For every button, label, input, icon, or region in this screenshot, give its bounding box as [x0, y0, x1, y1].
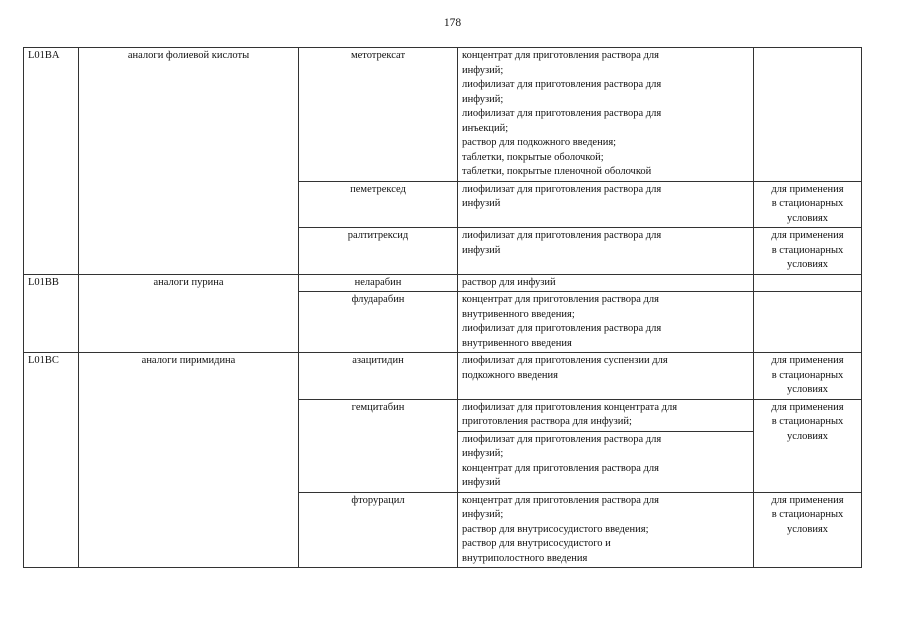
usage-note-line: для применения	[771, 355, 844, 366]
dosage-forms	[458, 48, 754, 182]
dosage-forms	[458, 399, 754, 431]
dosage-form-line: инъекций;	[462, 122, 509, 134]
dosage-forms	[458, 274, 754, 292]
dosage-form-line: таблетки, покрытые пленочной оболочкой	[462, 166, 652, 177]
dosage-form-line: инфузий;	[462, 509, 504, 520]
dosage-forms	[458, 353, 754, 400]
drug-table	[23, 47, 862, 568]
usage-note-line: для применения	[771, 401, 844, 413]
table-row	[24, 48, 862, 182]
usage-note-line: для применения	[771, 183, 844, 195]
table-row	[24, 353, 862, 400]
drug-name: флударабин	[299, 292, 458, 353]
pharmacological-group: аналоги пиримидина	[79, 353, 299, 568]
usage-note-line: в стационарных	[771, 416, 844, 427]
usage-note	[754, 492, 862, 568]
pharmacological-group: аналоги пурина	[79, 274, 299, 353]
dosage-form-line: инфузий;	[462, 93, 504, 105]
usage-note	[754, 181, 862, 228]
dosage-form-line: внутривенного введения;	[462, 308, 575, 320]
usage-note	[754, 353, 862, 400]
dosage-form-line: лиофилизат для приготовления раствора для	[462, 183, 662, 195]
usage-note	[754, 399, 862, 492]
dosage-form-line: лиофилизат для приготовления концентрата для	[462, 401, 678, 413]
atc-code: L01BB	[24, 274, 79, 353]
dosage-form-line: таблетки, покрытые оболочкой;	[462, 151, 604, 163]
table-row	[24, 274, 862, 292]
usage-note-line: условиях	[786, 430, 829, 442]
dosage-form-line: раствор для подкожного введения;	[462, 137, 617, 148]
dosage-form-line: лиофилизат для приготовления раствора для	[462, 433, 662, 445]
usage-note	[754, 48, 862, 182]
page-number: 178	[443, 17, 462, 29]
usage-note-line: условиях	[786, 384, 829, 395]
dosage-form-line: приготовления раствора для инфузий;	[462, 416, 632, 427]
dosage-form-line: раствор для внутрисосудистого и	[462, 538, 611, 549]
drug-name: неларабин	[299, 274, 458, 292]
usage-note-line: условиях	[786, 523, 829, 535]
drug-name: фторурацил	[299, 492, 458, 568]
usage-note	[754, 292, 862, 353]
usage-note-line: для применения	[771, 494, 844, 506]
usage-note-line: в стационарных	[771, 244, 844, 256]
drug-name: ралтитрексид	[299, 228, 458, 275]
dosage-form-line: инфузий;	[462, 64, 504, 76]
atc-code: L01BC	[24, 353, 79, 568]
usage-note-line: условиях	[786, 259, 829, 270]
dosage-form-line: концентрат для приготовления раствора для	[462, 294, 659, 305]
usage-note-line: в стационарных	[771, 369, 844, 381]
usage-note	[754, 228, 862, 275]
drug-table-body	[24, 48, 862, 568]
dosage-form-line: инфузий;	[462, 448, 504, 459]
dosage-form-line: раствор для внутрисосудистого введения;	[462, 523, 649, 535]
dosage-form-line: раствор для инфузий	[462, 276, 556, 288]
pharmacological-group: аналоги фолиевой кислоты	[79, 48, 299, 275]
drug-name: метотрексат	[299, 48, 458, 182]
dosage-form-line: лиофилизат для приготовления раствора для	[462, 230, 662, 241]
drug-name: азацитидин	[299, 353, 458, 400]
dosage-form-line: инфузий	[462, 477, 501, 488]
dosage-form-line: лиофилизат для приготовления суспензии для	[462, 355, 668, 366]
usage-note-line: в стационарных	[771, 198, 844, 209]
atc-code: L01BA	[24, 48, 79, 275]
dosage-form-line: концентрат для приготовления раствора для	[462, 494, 659, 506]
usage-note-line: условиях	[786, 212, 829, 224]
dosage-form-line: лиофилизат для приготовления раствора для	[462, 108, 662, 119]
dosage-form-line: инфузий	[462, 244, 501, 256]
usage-note	[754, 274, 862, 292]
dosage-form-line: лиофилизат для приготовления раствора для	[462, 323, 662, 334]
dosage-form-line: инфузий	[462, 198, 501, 209]
dosage-forms	[458, 181, 754, 228]
usage-note-line: в стационарных	[771, 509, 844, 520]
dosage-form-line: концентрат для приготовления раствора для	[462, 462, 659, 474]
dosage-form-line: концентрат для приготовления раствора для	[462, 50, 659, 61]
dosage-form-line: внутривенного введения	[462, 337, 572, 349]
usage-note-line: для применения	[771, 230, 844, 241]
dosage-forms	[458, 431, 754, 492]
dosage-forms	[458, 292, 754, 353]
dosage-forms	[458, 228, 754, 275]
drug-name: гемцитабин	[299, 399, 458, 492]
dosage-forms	[458, 492, 754, 568]
dosage-form-line: внутриполостного введения	[462, 552, 588, 564]
dosage-form-line: подкожного введения	[462, 369, 558, 381]
drug-name: пеметрексед	[299, 181, 458, 228]
dosage-form-line: лиофилизат для приготовления раствора для	[462, 79, 662, 90]
